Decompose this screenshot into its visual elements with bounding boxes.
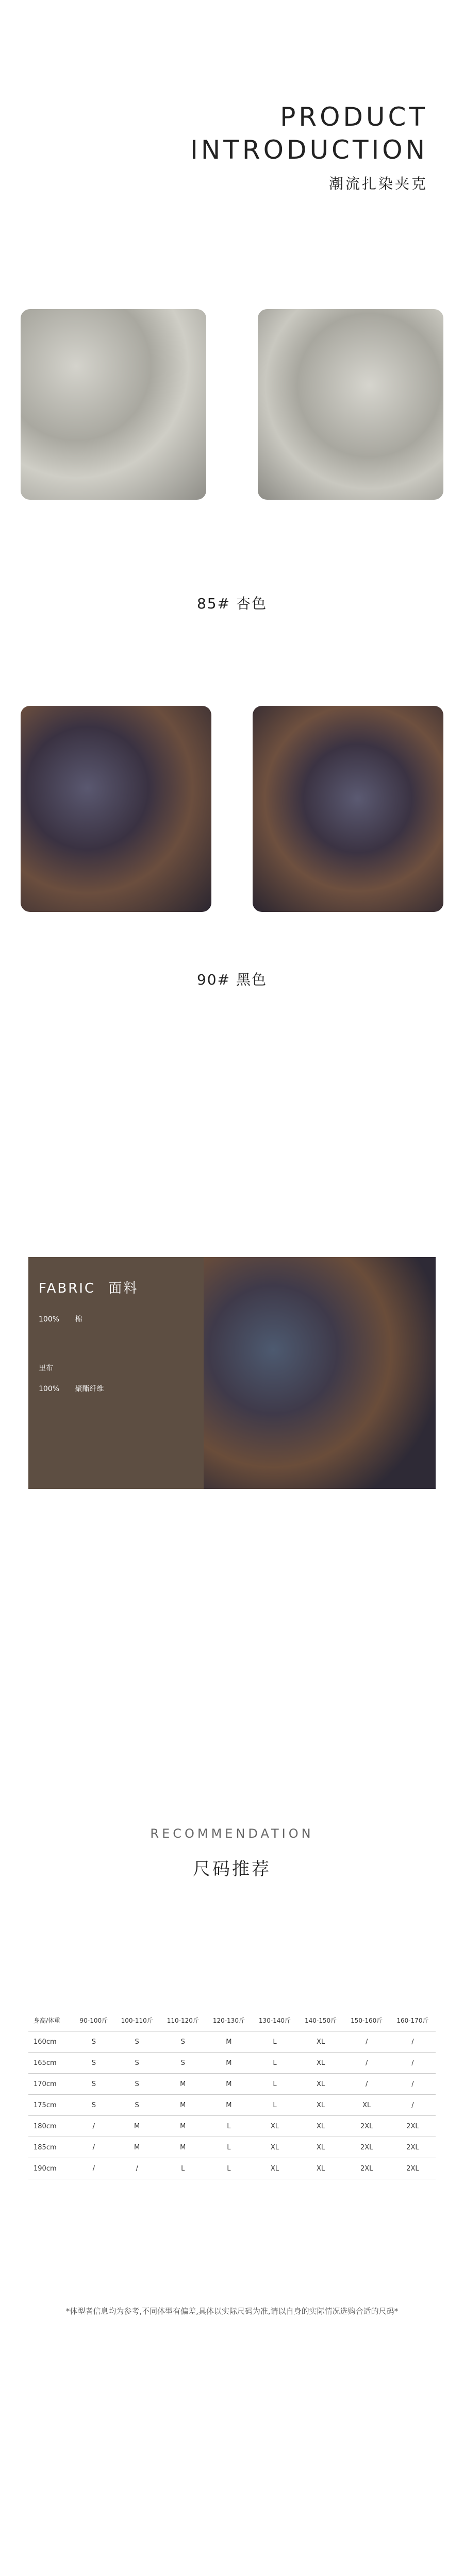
cell: M [206, 2095, 252, 2116]
size-table-header [28, 2009, 436, 2031]
size-table [28, 2009, 436, 2179]
cell: XL [298, 2158, 344, 2179]
cell: S [160, 2053, 206, 2074]
cell: XL [252, 2137, 297, 2158]
color-caption-apricot [0, 592, 464, 613]
cell: / [390, 2074, 436, 2095]
cell: M [160, 2116, 206, 2137]
fabric-panel [28, 1257, 436, 1489]
title-line-1: PRODUCT [280, 102, 428, 132]
cell: / [74, 2137, 114, 2158]
header-cell: 90-100斤 [74, 2009, 114, 2031]
cell: 2XL [344, 2158, 390, 2179]
cell: S [114, 2095, 160, 2116]
cell: 160cm [28, 2031, 74, 2053]
product-name: 潮流扎染夹克 [328, 175, 428, 192]
lining-heading: 里布 [39, 1364, 53, 1372]
cell: 175cm [28, 2095, 74, 2116]
cell: / [390, 2053, 436, 2074]
cell: M [160, 2074, 206, 2095]
cell: L [252, 2095, 297, 2116]
cell: / [390, 2095, 436, 2116]
fabric-material: 聚酯纤维 [75, 1385, 104, 1393]
cell: L [252, 2053, 297, 2074]
cell: 2XL [344, 2137, 390, 2158]
cell: M [206, 2053, 252, 2074]
cell: XL [252, 2158, 297, 2179]
table-row [28, 2137, 436, 2158]
recommendation-title-zh: 尺码推荐 [193, 1859, 271, 1879]
cell: 165cm [28, 2053, 74, 2074]
cell: L [160, 2158, 206, 2179]
cell: XL [298, 2137, 344, 2158]
table-row [28, 2158, 436, 2179]
cell: M [160, 2137, 206, 2158]
header-cell: 身高/体重 [28, 2009, 74, 2031]
cell: XL [298, 2074, 344, 2095]
cell: 2XL [344, 2116, 390, 2137]
cell: M [206, 2074, 252, 2095]
fabric-closeup-image [204, 1257, 436, 1489]
recommendation-title-en: RECOMMENDATION [150, 1826, 314, 1841]
cell: XL [298, 2116, 344, 2137]
cell: M [114, 2116, 160, 2137]
fabric-label-en: FABRIC [39, 1281, 96, 1296]
fabric-material: 棉 [75, 1315, 82, 1324]
fabric-heading [39, 1278, 138, 1297]
header-cell: 140-150斤 [298, 2009, 344, 2031]
size-note: *体型者信息均为参考,不同体型有偏差,具体以实际尺码为准,请以自身的实际情况选购合适的尺码* [65, 2307, 399, 2316]
cell: 2XL [390, 2137, 436, 2158]
cell: 180cm [28, 2116, 74, 2137]
table-row [28, 2095, 436, 2116]
cell: S [74, 2053, 114, 2074]
fabric-row [39, 1383, 104, 1394]
jacket-front-apricot [21, 309, 206, 500]
cell: 2XL [390, 2158, 436, 2179]
color-caption-black [0, 969, 464, 989]
cell: 170cm [28, 2074, 74, 2095]
page-title [190, 100, 428, 166]
color-code: 90# [196, 971, 231, 988]
cell: M [114, 2137, 160, 2158]
cell: / [114, 2158, 160, 2179]
cell: M [206, 2031, 252, 2053]
cell: S [114, 2074, 160, 2095]
cell: / [74, 2158, 114, 2179]
cell: 190cm [28, 2158, 74, 2179]
cell: L [206, 2137, 252, 2158]
fabric-info [28, 1257, 204, 1489]
header-cell: 120-130斤 [206, 2009, 252, 2031]
cell: S [160, 2031, 206, 2053]
cell: S [74, 2095, 114, 2116]
cell: L [206, 2158, 252, 2179]
header-cell: 130-140斤 [252, 2009, 297, 2031]
cell: XL [344, 2095, 390, 2116]
table-row [28, 2116, 436, 2137]
cell: 2XL [390, 2116, 436, 2137]
cell: L [206, 2116, 252, 2137]
cell: XL [298, 2031, 344, 2053]
cell: / [344, 2053, 390, 2074]
cell: XL [298, 2053, 344, 2074]
fabric-value: 100% [39, 1315, 60, 1324]
cell: L [252, 2074, 297, 2095]
color-name: 杏色 [236, 595, 267, 612]
color-code: 85# [196, 595, 231, 612]
jacket-back-black [253, 706, 443, 912]
cell: XL [252, 2116, 297, 2137]
cell: 185cm [28, 2137, 74, 2158]
cell: S [114, 2031, 160, 2053]
title-line-2: INTRODUCTION [190, 135, 428, 165]
cell: / [344, 2031, 390, 2053]
header-cell: 150-160斤 [344, 2009, 390, 2031]
table-row [28, 2031, 436, 2053]
fabric-label-zh: 面料 [108, 1281, 139, 1296]
header-cell: 160-170斤 [390, 2009, 436, 2031]
cell: S [114, 2053, 160, 2074]
jacket-front-black [21, 706, 211, 912]
jacket-back-apricot [258, 309, 443, 500]
cell: M [160, 2095, 206, 2116]
fabric-row [39, 1314, 82, 1324]
cell: XL [298, 2095, 344, 2116]
table-row [28, 2074, 436, 2095]
header-cell: 100-110斤 [114, 2009, 160, 2031]
cell: / [74, 2116, 114, 2137]
cell: S [74, 2031, 114, 2053]
cell: S [74, 2074, 114, 2095]
header-cell: 110-120斤 [160, 2009, 206, 2031]
table-row [28, 2053, 436, 2074]
cell: L [252, 2031, 297, 2053]
fabric-value: 100% [39, 1385, 60, 1393]
cell: / [344, 2074, 390, 2095]
cell: / [390, 2031, 436, 2053]
color-name: 黑色 [236, 971, 267, 988]
